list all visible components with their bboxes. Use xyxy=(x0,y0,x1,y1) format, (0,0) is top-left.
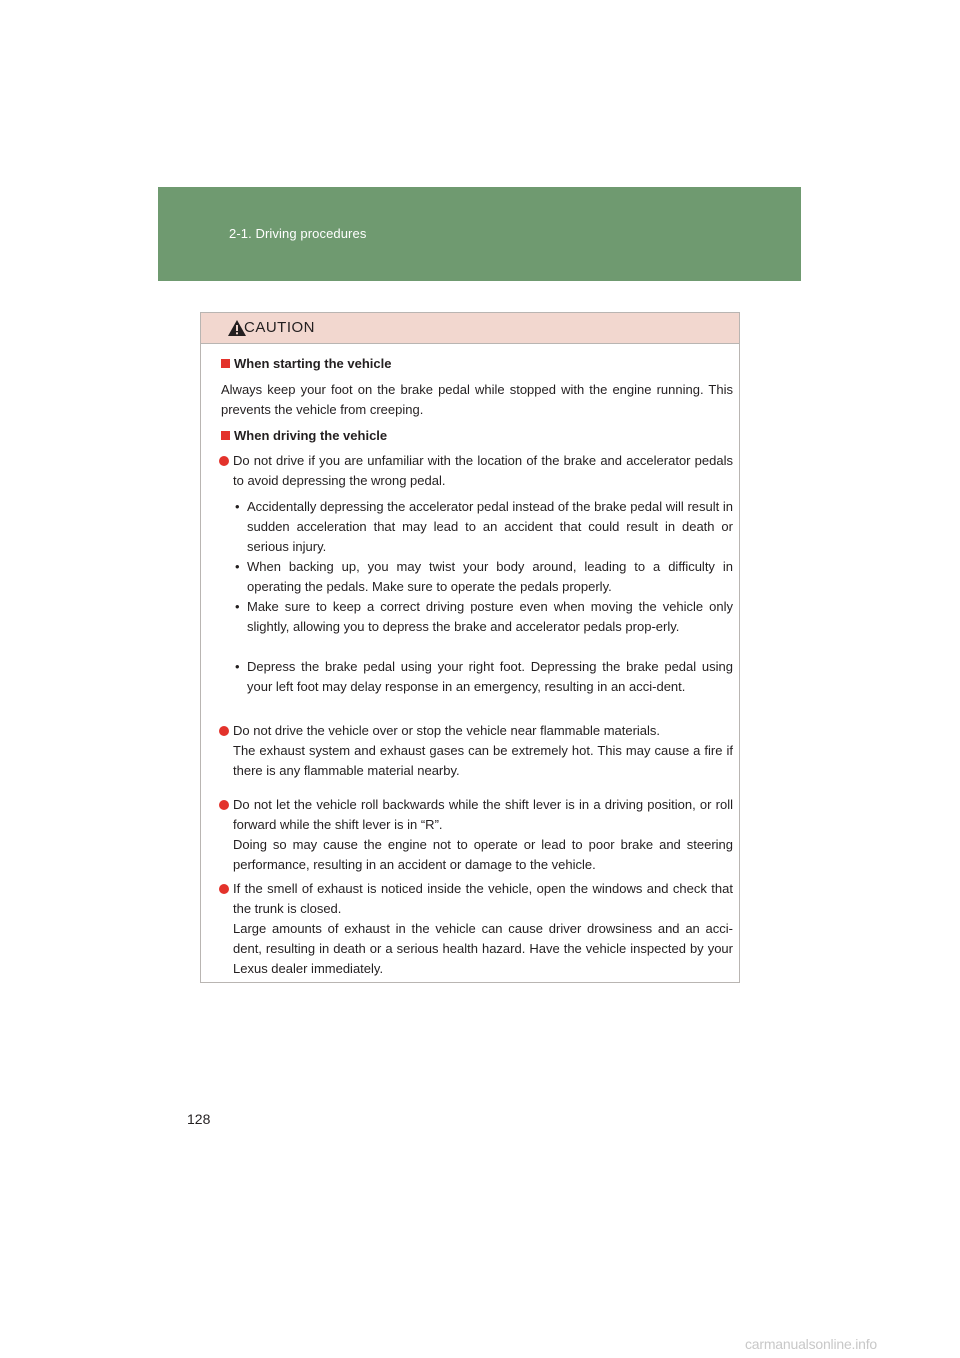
watermark: carmanualsonline.info xyxy=(745,1336,877,1352)
red-dot-icon xyxy=(219,456,229,466)
bullet-text: Do not drive the vehicle over or stop the vehicle near flammable materials. xyxy=(233,723,661,738)
middle-dot-icon: • xyxy=(235,499,240,514)
red-dot-icon xyxy=(219,884,229,894)
square-bullet-icon xyxy=(221,359,230,368)
sub-bullet-item xyxy=(235,497,733,557)
section-heading xyxy=(221,426,387,446)
caution-header xyxy=(201,313,739,344)
sub-bullet-text: When backing up, you may twist your body around, leading to a difficulty in operating the pedals. Make sure to operate the pedals properly. xyxy=(247,559,733,594)
bullet-text: If the smell of exhaust is noticed inside the vehicle, open the windows and check that the trunk is closed. xyxy=(233,881,733,916)
bullet-detail: Large amounts of exhaust in the vehicle can cause driver drowsiness and an acci-dent, resulting in death or a serious health hazard. Have the vehicle inspected by your Lexus dealer immediately. xyxy=(233,921,733,976)
red-dot-icon xyxy=(219,800,229,810)
sub-bullet-item xyxy=(235,657,733,697)
heading-text: When driving the vehicle xyxy=(234,428,388,443)
sub-bullet-text: Accidentally depressing the accelerator pedal instead of the brake pedal will result in sudden acceleration that may lead to an accident that could result in death or serious injury. xyxy=(247,499,733,554)
bullet-item xyxy=(219,721,733,781)
middle-dot-icon: • xyxy=(235,659,240,674)
middle-dot-icon: • xyxy=(235,559,240,574)
sub-bullet-item xyxy=(235,597,733,637)
heading-text: When starting the vehicle xyxy=(234,356,392,371)
caution-title: CAUTION xyxy=(244,319,315,336)
bullet-item xyxy=(219,451,733,491)
bullet-detail: Doing so may cause the engine not to operate or lead to poor brake and steering performance, resulting in an accident or damage to the vehicle. xyxy=(233,837,733,872)
sub-bullet-text: Make sure to keep a correct driving posture even when moving the vehicle only slightly, allowing you to depress the brake and accelerator pedals prop-erly. xyxy=(247,599,733,634)
bullet-text: Do not drive if you are unfamiliar with the location of the brake and accelerator pedals to avoid depressing the wrong pedal. xyxy=(233,453,733,488)
red-dot-icon xyxy=(219,726,229,736)
page-number: 128 xyxy=(187,1111,211,1127)
bullet-item xyxy=(219,795,733,875)
sub-bullet-text: Depress the brake pedal using your right foot. Depressing the brake pedal using your left foot may delay response in an emergency, resulting in an acci-dent. xyxy=(247,659,733,694)
caution-box xyxy=(200,312,740,983)
section-heading xyxy=(221,354,391,374)
sub-bullet-item xyxy=(235,557,733,597)
bullet-item xyxy=(219,879,733,979)
section-title: 2-1. Driving procedures xyxy=(229,226,367,241)
paragraph: Always keep your foot on the brake pedal while stopped with the engine running. This prevents the vehicle from creeping. xyxy=(221,382,733,417)
bullet-text: Do not let the vehicle roll backwards while the shift lever is in a driving position, or roll forward while the shift lever is in “R”. xyxy=(233,797,733,832)
bullet-detail: The exhaust system and exhaust gases can be extremely hot. This may cause a fire if there is any flammable material nearby. xyxy=(233,743,733,778)
middle-dot-icon: • xyxy=(235,599,240,614)
square-bullet-icon xyxy=(221,431,230,440)
